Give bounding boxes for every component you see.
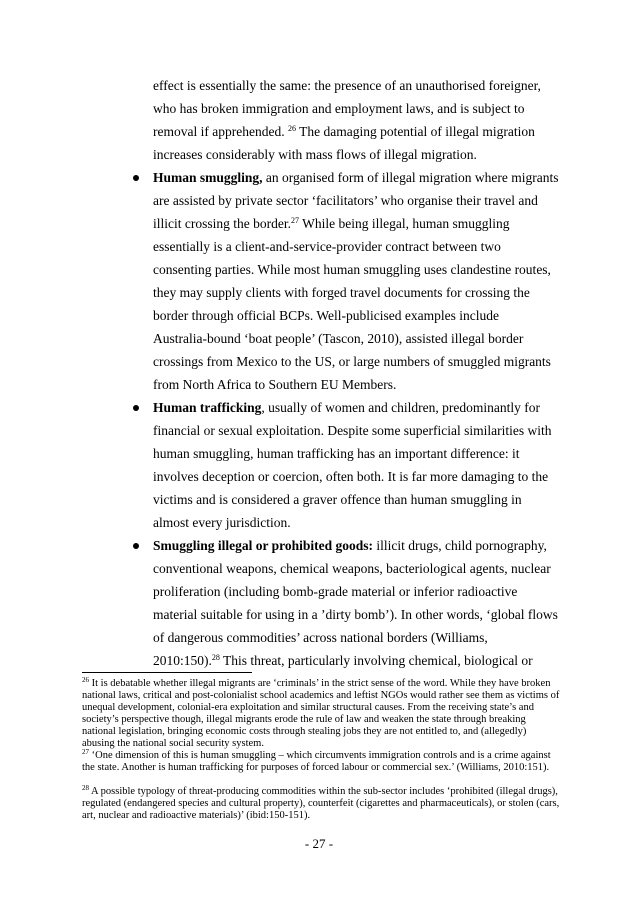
body-line: consenting parties. While most human smuggling uses clandestine routes, bbox=[153, 262, 551, 277]
footnote-ref[interactable]: 27 bbox=[290, 216, 299, 225]
body-line: proliferation (including bomb-grade material or inferior radioactive bbox=[153, 584, 518, 599]
body-line: of dangerous commodities’ across national borders (Williams, bbox=[153, 630, 488, 645]
body-line: almost every jurisdiction. bbox=[153, 515, 291, 530]
body-line: material suitable for using in a ’dirty bomb’). In other words, ‘global flows bbox=[153, 607, 558, 622]
body-line: crossings from Mexico to the US, or large numbers of smuggled migrants bbox=[153, 354, 551, 369]
bullet-title: Smuggling illegal or prohibited goods: bbox=[153, 538, 374, 553]
bullet-title: Human trafficking bbox=[153, 400, 262, 415]
bullet-icon bbox=[133, 543, 139, 549]
page-number: - 27 - bbox=[304, 836, 334, 851]
footnote-ref[interactable]: 26 bbox=[287, 124, 296, 133]
body-line: increases considerably with mass flows of illegal migration. bbox=[153, 147, 477, 162]
body-line: illicit crossing the border.$^{27}$ While being illegal, human smuggling bbox=[153, 216, 510, 231]
footnote-ref[interactable]: 28 bbox=[211, 653, 220, 662]
body-line: conventional weapons, chemical weapons, bacteriological agents, nuclear bbox=[153, 561, 551, 576]
bullet-icon bbox=[133, 405, 139, 411]
body-line: human smuggling, human trafficking has an important difference: it bbox=[153, 446, 520, 461]
body-line: financial or sexual exploitation. Despite some superficial similarities with bbox=[153, 423, 552, 438]
body-line: from North Africa to Southern EU Members. bbox=[153, 377, 397, 392]
body-line: removal if apprehended. $^{26}$ The damaging potential of illegal migration bbox=[153, 124, 535, 139]
footnote-separator bbox=[82, 672, 252, 673]
body-line: are assisted by private sector ‘facilitators’ who organise their travel and bbox=[153, 193, 538, 208]
bullet-item-smuggling-goods: Smuggling illegal or prohibited goods: illicit drugs, child pornography, bbox=[153, 538, 547, 553]
footnote-27: $^{27}$ ‘One dimension of this is human smuggling – which circumvents immigration controls and is a crime against the state. Another is human trafficking for purposes of forced labour or commercial sex.’ (Williams, 2010:151). bbox=[82, 748, 551, 773]
body-line: involves deception or coercion, often both. It is far more damaging to the bbox=[153, 469, 549, 484]
body-line: effect is essentially the same: the presence of an unauthorised foreigner, bbox=[153, 78, 541, 93]
bullet-item-human-trafficking: Human trafficking, usually of women and children, predominantly for bbox=[153, 400, 540, 415]
footnote-28: $^{28}$ A possible typology of threat-producing commodities within the sub-sector includes ‘prohibited (illegal drugs), regulated (endangered species and cultural property), counterfeit (cigarettes and pharmaceuticals), or stolen (cars, art, nuclear and radioactive materials)’ (ibid:150-151). bbox=[82, 784, 560, 821]
bullet-title: Human smuggling, bbox=[153, 170, 263, 185]
body-line: border through official BCPs. Well-publicised examples include bbox=[153, 308, 499, 323]
body-line: Australia-bound ‘boat people’ (Tascon, 2010), assisted illegal border bbox=[153, 331, 524, 346]
body-line: who has broken immigration and employment laws, and is subject to bbox=[153, 101, 525, 116]
footnote-26: $^{26}$ It is debatable whether illegal migrants are ‘criminals’ in the strict sense of the word. While they have broken national laws, critical and post-colonialist school academics and leftist NGOs would rather see them as victims of unequal development, colonial-era exploitation and similar structural causes. From the receiving state’s and society’s perspective though, illegal migrants erode the rule of law and weaken the state through breaking national legislation, bringing economic costs through stealing jobs they are not entitled to, and (allegedly) abusing the national social security system. bbox=[82, 676, 560, 749]
bullet-item-human-smuggling: Human smuggling, an organised form of illegal migration where migrants bbox=[153, 170, 559, 185]
body-line: they may supply clients with forged travel documents for crossing the bbox=[153, 285, 530, 300]
body-line: victims and is considered a graver offence than human smuggling in bbox=[153, 492, 522, 507]
body-line: 2010:150).$^{28}$ This threat, particularly involving chemical, biological or bbox=[153, 653, 533, 668]
bullet-icon bbox=[133, 175, 139, 181]
body-line: essentially is a client-and-service-provider contract between two bbox=[153, 239, 501, 254]
